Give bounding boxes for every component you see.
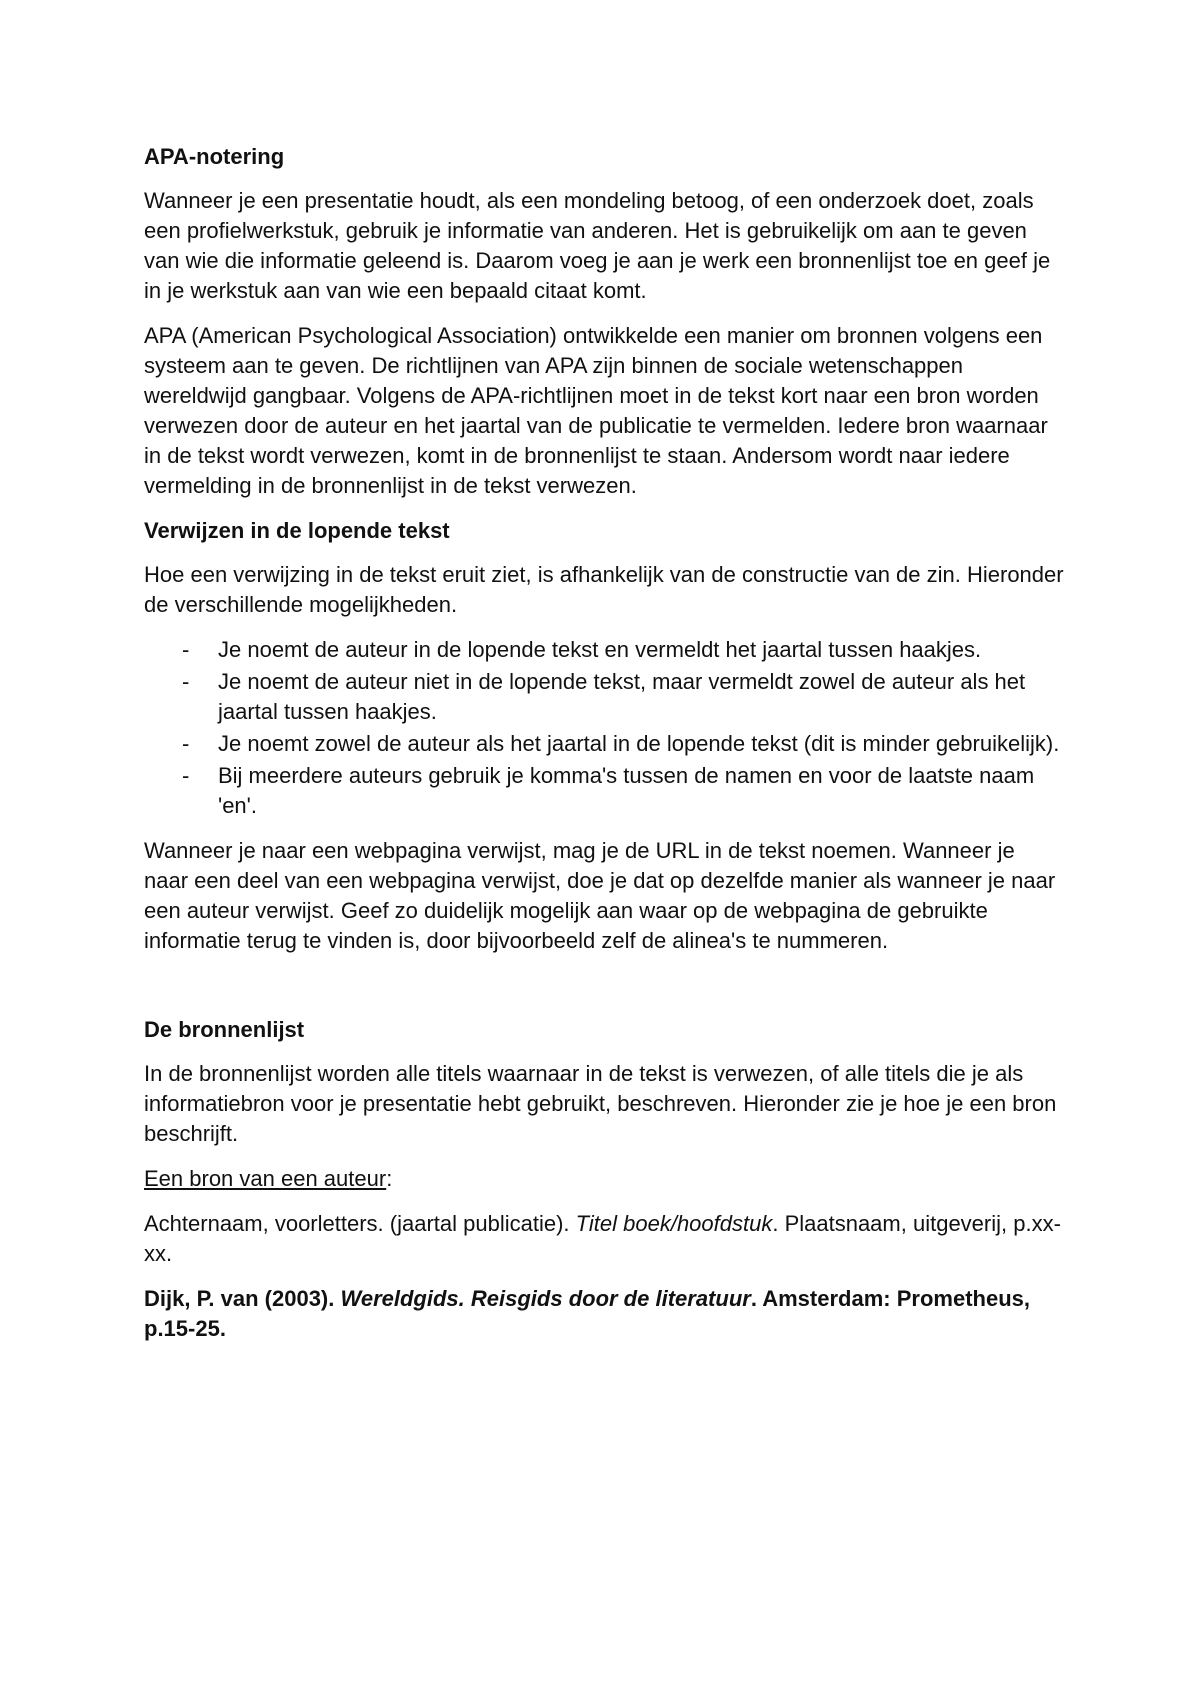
- paragraph-bronnenlijst-intro: In de bronnenlijst worden alle titels waarnaar in de tekst is verwezen, of alle titels die je als informatiebron voor je presentatie hebt gebruikt, beschreven. Hieronder zie je hoe je een bron beschrijft.: [144, 1061, 1057, 1146]
- citation-example: [144, 1284, 1064, 1344]
- paragraph-webpagina: Wanneer je naar een webpagina verwijst, mag je de URL in de tekst noemen. Wanneer je naar een deel van een webpagina verwijst, doe je dat op dezelfde manier als wanneer je naar een auteur verwijst. Geef zo duidelijk mogelijk aan waar op de webpagina de gebruikte informatie terug te vinden is, door bijvoorbeeld zelf de alinea's te nummeren.: [144, 838, 1056, 953]
- dash-bullet: -: [182, 637, 190, 662]
- paragraph-apa: APA (American Psychological Association) ontwikkelde een manier om bronnen volgens een systeem aan te geven. De richtlijnen van APA zijn binnen de sociale wetenschappen wereldwijd gangbaar. Volgens de APA-richtlijnen moet in de tekst kort naar een bron worden verwezen door de auteur en het jaartal van de publicatie te vermelden. Iedere bron waarnaar in de tekst wordt verwezen, komt in de bronnenlijst te staan. Andersom wordt naar iedere vermelding in de bronnenlijst in de tekst verwezen.: [144, 323, 1048, 498]
- paragraph-intro: Wanneer je een presentatie houdt, als een mondeling betoog, of een onderzoek doet, zoals een profielwerkstuk, gebruik je informatie van anderen. Het is gebruikelijk om aan te geven van wie die informatie geleend is. Daarom voeg je aan je werk een bronnenlijst toe en geef je in je werkstuk aan van wie een bepaald citaat komt.: [144, 188, 1051, 303]
- spacer: [144, 971, 1064, 1015]
- format-pre: Achternaam, voorletters. (jaartal publicatie).: [144, 1211, 576, 1236]
- list-item: [144, 761, 1064, 821]
- list-item-text: Je noemt de auteur niet in de lopende tekst, maar vermeldt zowel de auteur als het jaartal tussen haakjes.: [218, 669, 1026, 724]
- reference-options-list: [144, 635, 1064, 821]
- subheading-text: Een bron van een auteur: [144, 1166, 387, 1191]
- list-item-text: Je noemt zowel de auteur als het jaartal in de lopende tekst (dit is minder gebruikelijk).: [218, 731, 1060, 756]
- document-page: [144, 142, 1064, 1359]
- list-item: [144, 635, 1064, 665]
- list-item-text: Je noemt de auteur in de lopende tekst en vermeldt het jaartal tussen haakjes.: [218, 637, 982, 662]
- citation-format: [144, 1209, 1064, 1269]
- heading-apa-notering: APA-notering: [144, 144, 285, 169]
- dash-bullet: -: [182, 763, 190, 788]
- format-post: . Plaatsnaam, uitgeverij, p.xx-xx.: [144, 1211, 1061, 1266]
- list-item: [144, 667, 1064, 727]
- paragraph-verwijzing-intro: Hoe een verwijzing in de tekst eruit ziet, is afhankelijk van de constructie van de zin. Hieronder de verschillende mogelijkheden.: [144, 562, 1064, 617]
- format-title: Titel boek/hoofdstuk: [575, 1211, 773, 1236]
- subheading-bron-auteur: [144, 1164, 1064, 1194]
- subheading-colon: :: [386, 1166, 393, 1191]
- heading-bronnenlijst: De bronnenlijst: [144, 1017, 305, 1042]
- heading-verwijzen: Verwijzen in de lopende tekst: [144, 518, 450, 543]
- example-pre: Dijk, P. van (2003).: [144, 1286, 341, 1311]
- list-item-text: Bij meerdere auteurs gebruik je komma's tussen de namen en voor de laatste naam 'en'.: [218, 763, 1035, 818]
- example-post: . Amsterdam: Prometheus, p.15-25.: [144, 1286, 1030, 1341]
- example-title: Wereldgids. Reisgids door de literatuur: [340, 1286, 751, 1311]
- dash-bullet: -: [182, 731, 190, 756]
- dash-bullet: -: [182, 669, 190, 694]
- list-item: [144, 729, 1064, 759]
